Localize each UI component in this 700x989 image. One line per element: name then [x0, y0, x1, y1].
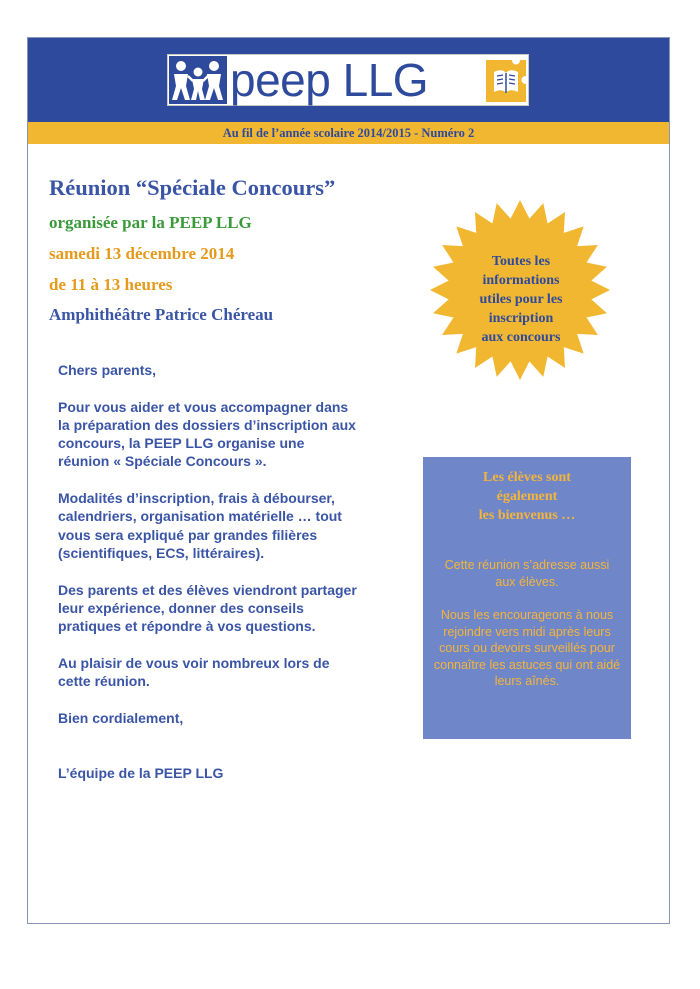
letter-paragraph: Modalités d’inscription, frais à débourser, calendriers, organisation matérielle … tout vous sera expliqué par grandes filières (scientifiques, ECS, littéraires). — [58, 490, 342, 561]
starburst-line: utiles pour les — [479, 292, 563, 307]
letter-closing: Bien cordialement, — [58, 709, 184, 726]
event-place: Amphithéâtre Patrice Chéreau — [49, 305, 274, 324]
subtitle-band — [28, 122, 669, 144]
letter-paragraph: Pour vous aider et vous accompagner dans la préparation des dossiers d’inscription aux concours, la PEEP LLG organise une réunion « Spéciale Concours ». — [58, 398, 356, 470]
starburst-line: Toutes les — [491, 254, 551, 269]
people-icon — [169, 56, 227, 104]
event-time: de 11 à 13 heures — [49, 275, 173, 294]
logo-text: peep LLG — [230, 54, 429, 106]
letter-greeting: Chers parents, — [58, 362, 157, 378]
letter-paragraph: Des parents et des élèves viendront partager leur expérience, donner des conseils pratiques et répondre à vos questions. — [58, 581, 357, 635]
letter-paragraph: Au plaisir de vous voir nombreux lors de cette réunion. — [58, 654, 330, 690]
book-icon — [484, 56, 528, 104]
side-box-title — [423, 468, 631, 525]
letter-body — [58, 361, 358, 801]
event-date: samedi 13 décembre 2014 — [49, 244, 235, 263]
side-title-line: les bienvenus … — [478, 508, 576, 523]
side-title-line: également — [496, 489, 558, 504]
event-organizer: organisée par la PEEP LLG — [49, 213, 252, 232]
starburst-line: aux concours — [481, 330, 561, 345]
side-box-paragraph: Cette réunion s’adresse aussi aux élèves. — [444, 558, 610, 589]
issue-subtitle: Au fil de l’année scolaire 2014/2015 - Numéro 2 — [222, 126, 475, 140]
side-title-line: Les élèves sont — [483, 470, 571, 485]
starburst-text — [458, 252, 584, 347]
starburst-line: inscription — [488, 311, 554, 326]
letter-signature: L’équipe de la PEEP LLG — [58, 764, 224, 781]
side-box-paragraph: Nous les encourageons à nous rejoindre vers midi après leurs cours ou devoirs surveillés pour connaître les astuces qui ont aidé leurs aînés. — [433, 608, 621, 688]
starburst-line: informations — [482, 273, 560, 288]
event-title: Réunion “Spéciale Concours” — [49, 175, 336, 200]
